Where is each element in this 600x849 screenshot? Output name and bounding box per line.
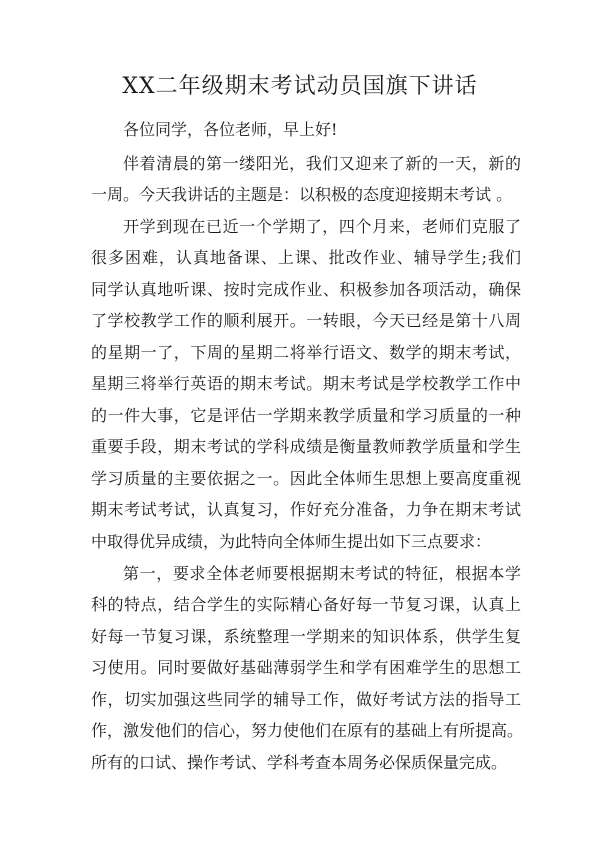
paragraph-line: 科的特点，结合学生的实际精心备好每一节复习课，认真上	[91, 595, 521, 614]
paragraph-line: 作，切实加强这些同学的辅导工作，做好考试方法的指导工	[91, 690, 521, 709]
paragraph-line: 习使用。同时要做好基础薄弱学生和学有困难学生的思想工	[91, 658, 521, 677]
paragraph-line: 的一件大事，它是评估一学期来教学质量和学习质量的一种	[91, 406, 521, 425]
paragraph-line: 好每一节复习课，系统整理一学期来的知识体系，供学生复	[91, 627, 521, 646]
paragraph-line: 第一，要求全体老师要根据期末考试的特征，根据本学	[123, 564, 521, 583]
paragraph-line: 星期三将举行英语的期末考试。期末考试是学校教学工作中	[91, 374, 521, 393]
paragraph-line: 学习质量的主要依据之一。因此全体师生思想上要高度重视	[91, 469, 521, 488]
paragraph-line: 开学到现在已近一个学期了，四个月来，老师们克服了	[123, 217, 521, 236]
paragraph-line: 期末考试考试，认真复习，作好充分准备，力争在期末考试	[91, 500, 521, 519]
paragraph-line: 中取得优异成绩，为此特向全体师生提出如下三点要求：	[91, 532, 492, 551]
paragraph-line: 重要手段，期末考试的学科成绩是衡量教师教学质量和学生	[91, 437, 521, 456]
greeting-line: 各位同学，各位老师，早上好!	[123, 120, 338, 139]
paragraph-line: 了学校教学工作的顺利展开。一转眼，今天已经是第十八周	[91, 311, 521, 330]
document-title: XX二年级期末考试动员国旗下讲话	[122, 74, 478, 99]
paragraph-line: 同学认真地听课、按时完成作业、积极参加各项活动，确保	[91, 280, 521, 299]
paragraph-line: 的星期一了，下周的星期二将举行语文、数学的期末考试，	[91, 343, 521, 362]
paragraph-line: 伴着清晨的第一缕阳光，我们又迎来了新的一天，新的	[123, 154, 521, 173]
paragraph-line: 一周。今天我讲话的主题是：以积极的态度迎接期末考试 。	[91, 185, 513, 204]
paragraph-line: 所有的口试、操作考试、学科考查本周务必保质保量完成。	[91, 753, 508, 772]
paragraph-line: 很多困难，认真地备课、上课、批改作业、辅导学生;我们	[91, 248, 521, 267]
paragraph-line: 作，激发他们的信心，努力使他们在原有的基础上有所提高。	[91, 721, 524, 740]
